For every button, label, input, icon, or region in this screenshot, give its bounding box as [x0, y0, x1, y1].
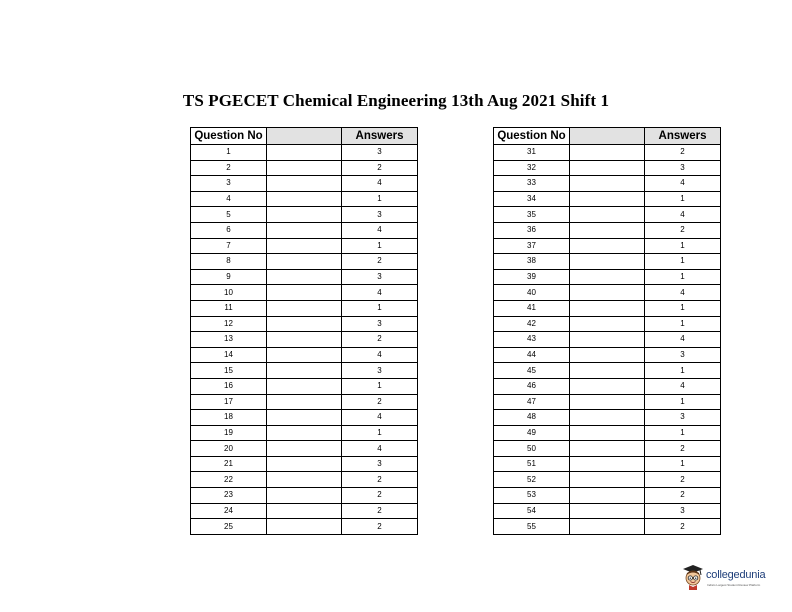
answer-cell: 2 — [342, 503, 418, 519]
table-row — [494, 332, 721, 348]
table-row — [191, 394, 418, 410]
table-row — [494, 269, 721, 285]
table-row — [494, 503, 721, 519]
question-number-cell: 12 — [191, 316, 267, 332]
table-row — [191, 519, 418, 535]
answer-cell: 2 — [645, 441, 721, 457]
question-number-cell: 15 — [191, 363, 267, 379]
answer-cell: 3 — [645, 410, 721, 426]
blank-cell — [267, 254, 342, 270]
table-row — [191, 472, 418, 488]
answer-cell: 2 — [645, 145, 721, 161]
blank-cell — [267, 410, 342, 426]
blank-cell — [267, 378, 342, 394]
answer-cell: 2 — [645, 519, 721, 535]
table-row — [494, 316, 721, 332]
answer-cell: 1 — [645, 363, 721, 379]
table-header-row — [494, 128, 721, 145]
blank-cell — [570, 425, 645, 441]
question-number-cell: 8 — [191, 254, 267, 270]
table-row — [494, 254, 721, 270]
question-number-cell: 20 — [191, 441, 267, 457]
answer-cell: 4 — [645, 285, 721, 301]
question-number-cell: 19 — [191, 425, 267, 441]
question-number-cell: 1 — [191, 145, 267, 161]
blank-cell — [267, 488, 342, 504]
table-row — [191, 254, 418, 270]
blank-cell — [267, 332, 342, 348]
answer-cell: 1 — [645, 238, 721, 254]
question-number-cell: 39 — [494, 269, 570, 285]
blank-cell — [267, 145, 342, 161]
blank-cell — [267, 285, 342, 301]
question-number-cell: 36 — [494, 222, 570, 238]
question-number-cell: 14 — [191, 347, 267, 363]
student-mascot-icon — [682, 564, 704, 590]
question-number-cell: 41 — [494, 300, 570, 316]
question-number-cell: 44 — [494, 347, 570, 363]
answer-cell: 2 — [342, 254, 418, 270]
table-row — [494, 160, 721, 176]
answer-cell: 4 — [645, 378, 721, 394]
blank-cell — [570, 176, 645, 192]
answer-cell: 2 — [645, 472, 721, 488]
table-row — [191, 191, 418, 207]
question-number-cell: 51 — [494, 456, 570, 472]
blank-cell — [570, 347, 645, 363]
answer-cell: 4 — [342, 441, 418, 457]
blank-cell — [267, 316, 342, 332]
blank-header-cell — [267, 128, 342, 145]
table-row — [191, 347, 418, 363]
blank-cell — [570, 410, 645, 426]
table-row — [191, 300, 418, 316]
blank-cell — [570, 238, 645, 254]
blank-cell — [570, 456, 645, 472]
blank-cell — [570, 441, 645, 457]
question-number-cell: 24 — [191, 503, 267, 519]
table-header-row — [191, 128, 418, 145]
answers-header: Answers — [342, 128, 418, 145]
answer-cell: 1 — [342, 191, 418, 207]
answer-cell: 1 — [645, 269, 721, 285]
table-row — [191, 269, 418, 285]
answer-cell: 3 — [342, 363, 418, 379]
blank-cell — [267, 222, 342, 238]
question-no-header: Question No — [494, 128, 570, 145]
question-number-cell: 54 — [494, 503, 570, 519]
answers-header: Answers — [645, 128, 721, 145]
answer-cell: 2 — [645, 488, 721, 504]
blank-cell — [267, 191, 342, 207]
answer-cell: 1 — [342, 238, 418, 254]
answer-cell: 4 — [342, 347, 418, 363]
answer-cell: 3 — [645, 160, 721, 176]
answer-cell: 2 — [342, 472, 418, 488]
table-row — [191, 441, 418, 457]
answer-cell: 4 — [342, 222, 418, 238]
blank-cell — [570, 254, 645, 270]
blank-cell — [570, 160, 645, 176]
question-number-cell: 6 — [191, 222, 267, 238]
answer-cell: 1 — [645, 254, 721, 270]
blank-cell — [267, 238, 342, 254]
answer-table-left — [190, 127, 418, 535]
blank-cell — [267, 456, 342, 472]
answer-cell: 2 — [645, 222, 721, 238]
answer-cell: 1 — [645, 456, 721, 472]
blank-cell — [570, 363, 645, 379]
question-number-cell: 22 — [191, 472, 267, 488]
question-number-cell: 25 — [191, 519, 267, 535]
question-number-cell: 43 — [494, 332, 570, 348]
blank-cell — [267, 472, 342, 488]
question-number-cell: 10 — [191, 285, 267, 301]
table-row — [191, 222, 418, 238]
question-number-cell: 53 — [494, 488, 570, 504]
blank-cell — [267, 503, 342, 519]
blank-cell — [570, 488, 645, 504]
table-row — [494, 207, 721, 223]
question-number-cell: 35 — [494, 207, 570, 223]
table-row — [494, 394, 721, 410]
blank-cell — [267, 207, 342, 223]
table-row — [191, 285, 418, 301]
answer-cell: 4 — [342, 176, 418, 192]
table-row — [494, 519, 721, 535]
blank-cell — [570, 269, 645, 285]
answer-cell: 1 — [342, 300, 418, 316]
question-number-cell: 17 — [191, 394, 267, 410]
question-number-cell: 16 — [191, 378, 267, 394]
blank-cell — [570, 145, 645, 161]
question-number-cell: 55 — [494, 519, 570, 535]
blank-cell — [267, 160, 342, 176]
table-row — [191, 238, 418, 254]
table-row — [191, 332, 418, 348]
blank-cell — [570, 394, 645, 410]
question-number-cell: 46 — [494, 378, 570, 394]
answer-cell: 2 — [342, 394, 418, 410]
blank-cell — [570, 222, 645, 238]
answer-table-right — [493, 127, 721, 535]
answer-cell: 1 — [645, 300, 721, 316]
table-row — [494, 441, 721, 457]
answer-cell: 2 — [342, 488, 418, 504]
blank-cell — [267, 441, 342, 457]
blank-cell — [570, 300, 645, 316]
collegedunia-logo — [682, 564, 790, 594]
blank-cell — [570, 503, 645, 519]
answer-cell: 4 — [645, 332, 721, 348]
blank-cell — [267, 176, 342, 192]
answer-cell: 3 — [342, 269, 418, 285]
table-row — [494, 222, 721, 238]
question-number-cell: 38 — [494, 254, 570, 270]
table-row — [191, 425, 418, 441]
answer-cell: 1 — [342, 378, 418, 394]
table-row — [494, 425, 721, 441]
blank-cell — [570, 378, 645, 394]
table-row — [494, 285, 721, 301]
blank-header-cell — [570, 128, 645, 145]
question-number-cell: 5 — [191, 207, 267, 223]
answer-cell: 4 — [342, 410, 418, 426]
blank-cell — [570, 285, 645, 301]
question-number-cell: 34 — [494, 191, 570, 207]
table-row — [494, 191, 721, 207]
answer-cell: 4 — [645, 207, 721, 223]
question-number-cell: 18 — [191, 410, 267, 426]
blank-cell — [570, 316, 645, 332]
table-row — [191, 160, 418, 176]
blank-cell — [570, 207, 645, 223]
answer-cell: 3 — [645, 347, 721, 363]
question-number-cell: 52 — [494, 472, 570, 488]
question-number-cell: 37 — [494, 238, 570, 254]
table-row — [191, 503, 418, 519]
answer-cell: 3 — [342, 316, 418, 332]
table-row — [191, 176, 418, 192]
table-row — [191, 410, 418, 426]
answer-cell: 3 — [342, 145, 418, 161]
table-row — [191, 145, 418, 161]
blank-cell — [570, 472, 645, 488]
table-row — [494, 488, 721, 504]
answer-cell: 2 — [342, 160, 418, 176]
question-no-header: Question No — [191, 128, 267, 145]
table-row — [494, 472, 721, 488]
question-number-cell: 32 — [494, 160, 570, 176]
blank-cell — [570, 191, 645, 207]
question-number-cell: 48 — [494, 410, 570, 426]
blank-cell — [267, 425, 342, 441]
question-number-cell: 21 — [191, 456, 267, 472]
table-row — [191, 207, 418, 223]
answer-cell: 1 — [342, 425, 418, 441]
question-number-cell: 31 — [494, 145, 570, 161]
question-number-cell: 13 — [191, 332, 267, 348]
question-number-cell: 47 — [494, 394, 570, 410]
blank-cell — [267, 347, 342, 363]
blank-cell — [267, 519, 342, 535]
question-number-cell: 40 — [494, 285, 570, 301]
question-number-cell: 11 — [191, 300, 267, 316]
table-row — [494, 363, 721, 379]
blank-cell — [267, 394, 342, 410]
table-row — [494, 145, 721, 161]
table-row — [191, 316, 418, 332]
table-row — [191, 456, 418, 472]
table-row — [494, 410, 721, 426]
question-number-cell: 45 — [494, 363, 570, 379]
table-row — [191, 378, 418, 394]
blank-cell — [267, 363, 342, 379]
question-number-cell: 33 — [494, 176, 570, 192]
question-number-cell: 42 — [494, 316, 570, 332]
table-row — [494, 300, 721, 316]
table-row — [191, 488, 418, 504]
answer-cell: 4 — [645, 176, 721, 192]
answer-cell: 3 — [645, 503, 721, 519]
question-number-cell: 2 — [191, 160, 267, 176]
question-number-cell: 50 — [494, 441, 570, 457]
answer-cell: 1 — [645, 316, 721, 332]
logo-wordmark: collegedunia — [706, 569, 766, 581]
blank-cell — [267, 269, 342, 285]
question-number-cell: 49 — [494, 425, 570, 441]
answer-cell: 3 — [342, 207, 418, 223]
answer-cell: 1 — [645, 191, 721, 207]
blank-cell — [570, 332, 645, 348]
table-row — [494, 238, 721, 254]
page-title: TS PGECET Chemical Engineering 13th Aug 2021 Shift 1 — [182, 91, 610, 110]
question-number-cell: 23 — [191, 488, 267, 504]
table-row — [191, 363, 418, 379]
table-row — [494, 378, 721, 394]
answer-cell: 2 — [342, 332, 418, 348]
answer-cell: 3 — [342, 456, 418, 472]
blank-cell — [267, 300, 342, 316]
question-number-cell: 7 — [191, 238, 267, 254]
question-number-cell: 3 — [191, 176, 267, 192]
blank-cell — [570, 519, 645, 535]
question-number-cell: 9 — [191, 269, 267, 285]
answer-cell: 4 — [342, 285, 418, 301]
table-row — [494, 456, 721, 472]
answer-cell: 1 — [645, 425, 721, 441]
question-number-cell: 4 — [191, 191, 267, 207]
table-row — [494, 176, 721, 192]
answer-cell: 2 — [342, 519, 418, 535]
table-row — [494, 347, 721, 363]
answer-cell: 1 — [645, 394, 721, 410]
logo-tagline: India's Largest Student Review Platform — [707, 583, 761, 587]
